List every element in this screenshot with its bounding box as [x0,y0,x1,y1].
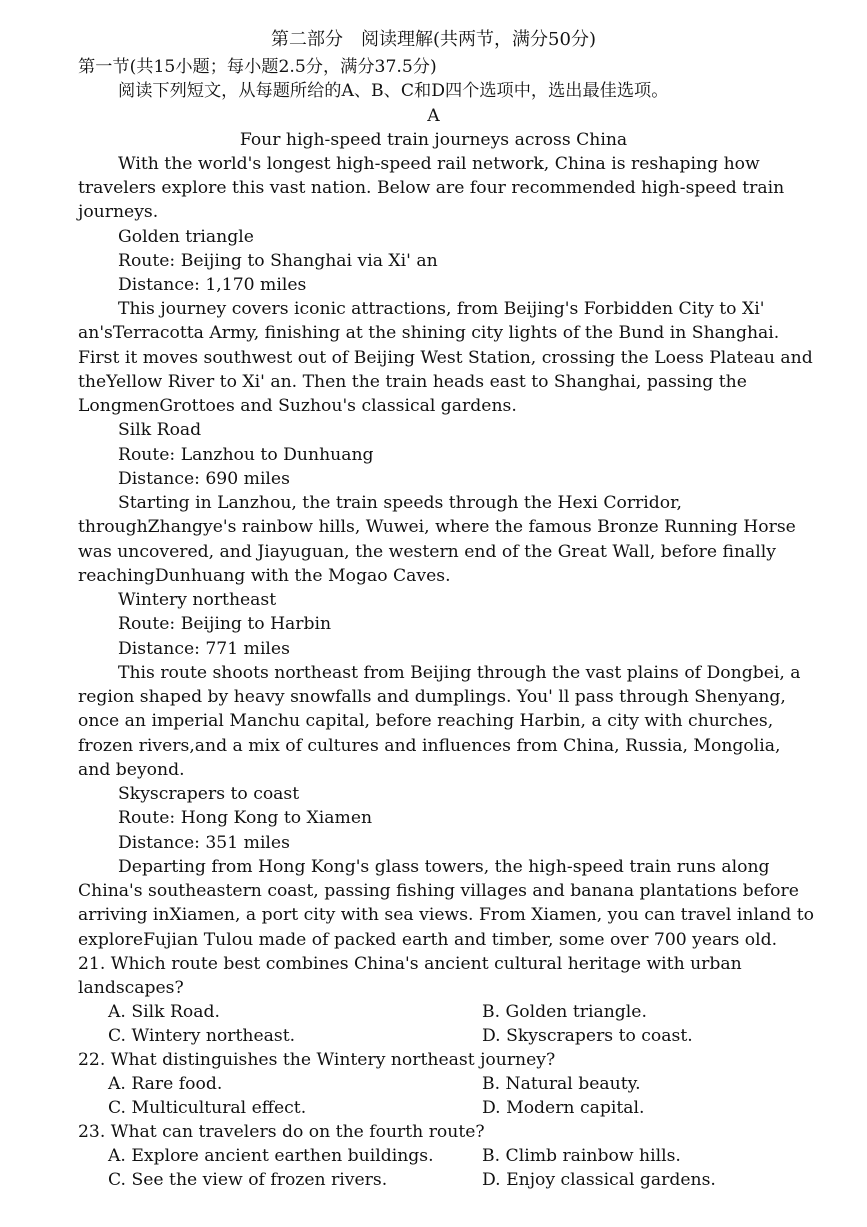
journey-body-line: was uncovered, and Jiayuguan, the western end of the Great Wall, before finally [78,542,776,562]
journey-body-line: Starting in Lanzhou, the train speeds through the Hexi Corridor, [118,493,682,513]
option-d: D. Modern capital. [482,1098,645,1118]
journey-body-line: once an imperial Manchu capital, before reaching Harbin, a city with churches, [78,711,774,731]
journey-body-line: First it moves southwest out of Beijing West Station, crossing the Loess Plateau and [78,348,813,368]
journey-route: Route: Lanzhou to Dunhuang [118,445,374,465]
journey-route: Route: Hong Kong to Xiamen [118,808,373,828]
journey-route: Route: Beijing to Shanghai via Xi' an [118,251,438,271]
intro-line: With the world's longest high-speed rail network, China is reshaping how [118,154,760,174]
journey-name: Silk Road [118,420,202,440]
option-a: A. Explore ancient earthen buildings. [108,1146,434,1166]
journey-body-line: region shaped by heavy snowfalls and dumplings. You' ll pass through Shenyang, [78,687,786,707]
journey-body-line: theYellow River to Xi' an. Then the train heads east to Shanghai, passing the [78,372,747,392]
journey-body-line: LongmenGrottoes and Suzhou's classical gardens. [78,396,517,416]
journey-body-line: This journey covers iconic attractions, from Beijing's Forbidden City to Xi' [118,299,765,319]
journey-body-line: an'sTerracotta Army, finishing at the shining city lights of the Bund in Shanghai. [78,323,780,343]
section-title: 第一节(共15小题；每小题2.5分，满分37.5分) [78,57,437,77]
journey-body-line: frozen rivers,and a mix of cultures and influences from China, Russia, Mongolia, [78,736,781,756]
question-stem: 22. What distinguishes the Wintery northeast journey? [78,1050,556,1070]
intro-line: travelers explore this vast nation. Below are four recommended high-speed train [78,178,785,198]
journey-distance: Distance: 351 miles [118,833,290,853]
question-stem: 23. What can travelers do on the fourth route? [78,1122,485,1142]
journey-distance: Distance: 1,170 miles [118,275,307,295]
journey-body-line: reachingDunhuang with the Mogao Caves. [78,566,451,586]
option-b: B. Climb rainbow hills. [482,1146,681,1166]
journey-body-line: China's southeastern coast, passing fishing villages and banana plantations before [78,881,799,901]
journey-name: Wintery northeast [118,590,277,610]
journey-body-line: and beyond. [78,760,185,780]
intro-line: journeys. [78,202,159,222]
passage-letter: A [427,106,440,126]
journey-distance: Distance: 690 miles [118,469,290,489]
journey-route: Route: Beijing to Harbin [118,614,332,634]
passage-title: Four high-speed train journeys across China [239,130,628,150]
option-d: D. Enjoy classical gardens. [482,1170,716,1190]
journey-body-line: throughZhangye's rainbow hills, Wuwei, where the famous Bronze Running Horse [78,517,796,537]
option-a: A. Silk Road. [108,1002,220,1022]
part-title: 第二部分 阅读理解(共两节，满分50分) [271,29,596,50]
journey-body-line: arriving inXiamen, a port city with sea views. From Xiamen, you can travel inland to [78,905,814,925]
question-stem: 21. Which route best combines China's ancient cultural heritage with urban [78,954,742,974]
instruction-text: 阅读下列短文，从每题所给的A、B、C和D四个选项中，选出最佳选项。 [118,81,669,101]
option-a: A. Rare food. [108,1074,223,1094]
journey-distance: Distance: 771 miles [118,639,290,659]
journey-name: Golden triangle [118,227,254,247]
option-b: B. Golden triangle. [482,1002,647,1022]
option-c: C. See the view of frozen rivers. [108,1170,388,1190]
option-b: B. Natural beauty. [482,1074,641,1094]
option-c: C. Multicultural effect. [108,1098,307,1118]
option-c: C. Wintery northeast. [108,1026,296,1046]
journey-body-line: Departing from Hong Kong's glass towers, the high-speed train runs along [118,857,770,877]
journey-body-line: exploreFujian Tulou made of packed earth and timber, some over 700 years old. [78,930,778,950]
journey-body-line: This route shoots northeast from Beijing through the vast plains of Dongbei, a [118,663,801,683]
journey-name: Skyscrapers to coast [118,784,300,804]
option-d: D. Skyscrapers to coast. [482,1026,693,1046]
question-stem: landscapes? [78,978,184,998]
